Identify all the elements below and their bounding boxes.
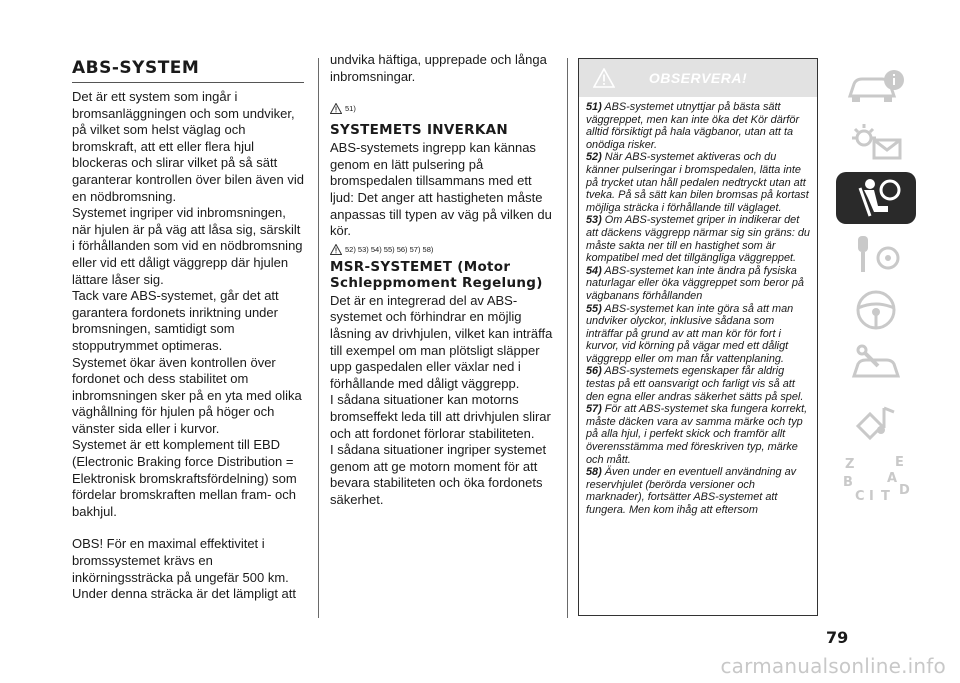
paragraph: I sådana situationer ingriper systemet genom att ge motorn moment för att bevara stabiliteten och öka fordonets säkerhet. xyxy=(330,442,547,507)
section-heading-abs: ABS-SYSTEM xyxy=(72,58,200,78)
note-number: 57) xyxy=(586,403,602,416)
chapter-tab-car-info[interactable] xyxy=(836,60,916,112)
airbag-safety-icon xyxy=(844,176,908,220)
steering-wheel-icon xyxy=(844,288,908,332)
warning-triangle-icon xyxy=(330,103,342,114)
note-number: 53) xyxy=(586,214,602,227)
car-info-icon xyxy=(844,66,908,106)
index-letter: A xyxy=(887,471,898,486)
note-text: För att ABS-systemet ska fungera korrekt, måste däcken vara av samma märke och typ på alla hjul, i perfekt skick och framför allt överensstämma med föreskriven typ, märke och mått. xyxy=(586,403,808,466)
paragraph: Systemet ingriper vid inbromsningen, när hjulen är på väg att låsa sig, särskilt i förhållanden som vid en nödbromsning eller vid ett dåligt väggrepp där hjulen lättare låser sig. xyxy=(72,205,303,287)
note-item xyxy=(586,303,810,366)
warning-lights-icon xyxy=(844,120,908,164)
section-heading-inverkan: SYSTEMETS INVERKAN xyxy=(330,122,508,139)
note-text: ABS-systemet kan inte ändra på fysiska naturlagar eller öka väggreppet som beror på vägbanans förhållanden xyxy=(586,264,804,302)
note-number: 55) xyxy=(586,302,602,315)
section-heading-msr: MSR-SYSTEMET (Motor Schleppmoment Regelung) xyxy=(330,258,543,291)
note-text: Även under en eventuell användning av reservhjulet (berörda versioner och marknader), fortsätter ABS-systemet att fungera. Men kom ihåg att eftersom xyxy=(586,466,797,516)
index-letter: E xyxy=(895,455,904,470)
chapter-tab-index[interactable] xyxy=(836,452,916,504)
paragraph: Systemet är ett komplement till EBD (Electronic Braking force Distribution = Elektronisk bromskraftsfördelning) som fördelar bromskraften mellan fram- och bakhjul. xyxy=(72,437,297,519)
key-icon xyxy=(844,232,908,276)
note-text: ABS-systemet utnyttjar på bästa sätt väggreppet, men kan inte öka det Kör därför alltid försiktigt på hala vägbanor, utan att ta onödiga risker. xyxy=(586,101,800,151)
note-text: ABS-systemet kan inte göra så att man undviker olyckor, inklusive sådana som inträffar på grund av att man kör för fort i kurvor, vid körning på vägar med ett dåligt väggrepp eller om man får vattenplaning. xyxy=(586,302,794,365)
paragraph: undvika häftiga, upprepade och långa inbromsningar. xyxy=(330,52,547,84)
paragraph: I sådana situationer kan motorns bromseffekt leda till att drivhjulen slirar och att fordonet förlorar stabiliteten. xyxy=(330,392,551,441)
note-reference: 51) xyxy=(330,103,556,114)
paragraph: Tack vare ABS-systemet, går det att garantera fordonets inriktning under bromsningen, samtidigt som stopputrymmet optimeras. xyxy=(72,288,279,353)
note-text: ABS-systemets egenskaper får aldrig testas på ett oansvarigt och farligt vis så att den egna eller andras säkerhet sätts på spel. xyxy=(586,365,804,403)
chapter-sidebar xyxy=(836,60,916,508)
warning-box xyxy=(578,58,818,616)
note-number: 51) xyxy=(586,101,602,113)
media-icon xyxy=(844,400,908,444)
paragraph: OBS! För en maximal effektivitet i bromssystemet krävs en inkörningssträcka på ungefär 500 km. Under denna sträcka är det lämpligt att xyxy=(72,536,297,602)
note-item xyxy=(586,214,810,264)
index-letter: B xyxy=(843,475,853,490)
warning-triangle-icon xyxy=(593,68,615,88)
warning-triangle-icon xyxy=(330,244,342,255)
note-item xyxy=(586,151,810,214)
column-divider xyxy=(318,58,319,618)
index-letters-icon xyxy=(841,454,911,502)
note-number: 54) xyxy=(586,264,602,277)
note-item xyxy=(586,265,810,303)
paragraph: Det är ett system som ingår i bromsanläggningen och som undviker, på vilket som helst väglag och bromskraft, att ett eller flera hjul blockeras och slirar vilket på så sätt garanterar kontrollen över bilen även vid en nödbromsning. xyxy=(72,89,304,204)
paragraph: Systemet ökar även kontrollen över fordonet och dess stabilitet om inbromsningen sker på en yta med olika väghållning för hjulen på höger och vänster sida eller i kurvor. xyxy=(72,354,302,436)
chapter-tab-maintenance[interactable] xyxy=(836,340,916,392)
page-number: 79 xyxy=(826,628,849,647)
note-text: Om ABS-systemet griper in indikerar det att däckens väggrepp närmar sig sin gräns: du måste sakta ner till en hastighet som är kompatibel med det tillgängliga väggreppet. xyxy=(586,214,810,265)
middle-column xyxy=(330,52,556,508)
warning-box-header xyxy=(579,59,817,97)
watermark: carmanualsonline.info xyxy=(720,654,946,678)
chapter-tab-safety[interactable] xyxy=(836,172,916,224)
note-number: 56) xyxy=(586,365,602,378)
index-letter: T xyxy=(881,489,890,502)
chapter-tab-warning-lights[interactable] xyxy=(836,116,916,168)
index-letter: Z xyxy=(845,457,855,472)
wrench-car-icon xyxy=(844,344,908,388)
note-number: 58) xyxy=(586,466,602,479)
chapter-tab-multimedia[interactable] xyxy=(836,396,916,448)
index-letter: I xyxy=(869,489,874,502)
note-text: När ABS-systemet aktiveras och du känner pulseringar i bromspedalen, lätta inte på trycket utan håll pedalen nedtryckt utan att tveka. På så sätt kan bilen bromsas på kortast möjliga sträcka i förhållande till väglaget. xyxy=(586,151,809,214)
index-letter: D xyxy=(899,483,910,498)
note-item xyxy=(586,403,810,466)
column-divider xyxy=(567,58,568,618)
chapter-tab-driving[interactable] xyxy=(836,284,916,336)
paragraph: Det är en integrerad del av ABS-systemet och förhindrar en möjlig låsning av drivhjulen, vilket kan inträffa till exempel om man plötsligt släpper upp gaspedalen eller växlar ned i förhållande med dåligt väggrepp. xyxy=(330,292,553,391)
note-list xyxy=(579,97,817,517)
note-item xyxy=(586,101,810,151)
left-column xyxy=(72,58,304,603)
paragraph: ABS-systemets ingrepp kan kännas genom en lätt pulsering på bromspedalen tillsammans med ett ljud: Det anger att hastigheten måste anpassas till typen av väg på vilken du kör. xyxy=(330,140,552,239)
note-number: 52) xyxy=(586,151,602,164)
note-reference: 52) 53) 54) 55) 56) 57) 58) xyxy=(330,244,556,255)
note-item xyxy=(586,466,810,516)
heading-rule xyxy=(72,82,304,83)
warning-box-title: OBSERVERA! xyxy=(648,70,748,86)
index-letter: C xyxy=(855,489,865,502)
note-item xyxy=(586,365,810,403)
chapter-tab-starting[interactable] xyxy=(836,228,916,280)
